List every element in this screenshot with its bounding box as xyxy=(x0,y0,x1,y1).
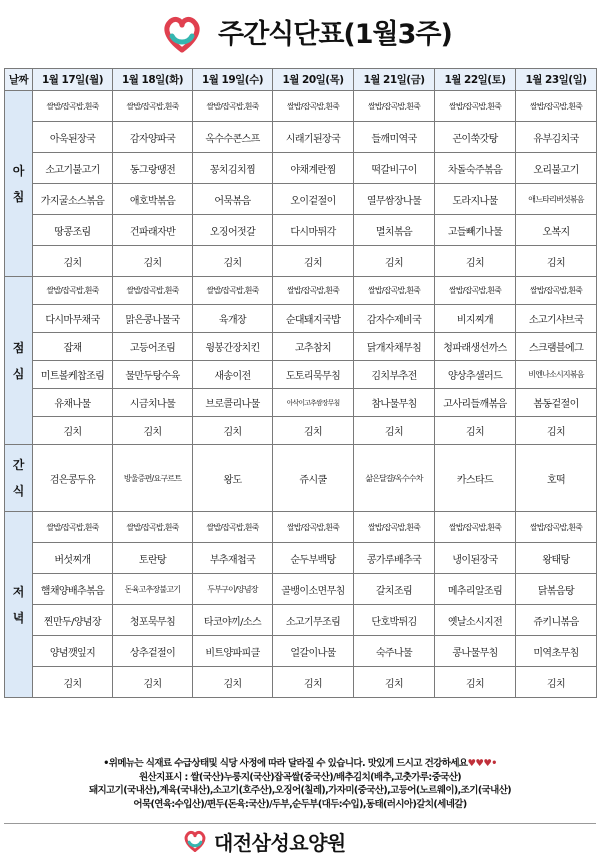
footer-divider xyxy=(4,823,596,824)
menu-item: 쌀밥/잡곡밥,흰죽 xyxy=(193,277,273,305)
menu-item: 김치 xyxy=(354,246,435,277)
menu-item: 햄채양배추볶음 xyxy=(33,574,113,605)
origin-line: 원산지표시 : 쌀(국산)누룽지(국산)잡곡쌀(중국산)/배추김치(배추,고춧가루:중국산) xyxy=(138,771,462,783)
breakfast-label xyxy=(5,91,33,277)
menu-item: 김치 xyxy=(273,417,354,445)
menu-item: 김치 xyxy=(435,667,516,698)
menu-item: 오징어젓갈 xyxy=(193,215,273,246)
menu-item: 고추참치 xyxy=(273,333,354,361)
menu-item: 동그랑땡전 xyxy=(113,153,193,184)
lunch-row xyxy=(5,277,597,305)
menu-item: 얼갈이나물 xyxy=(273,636,354,667)
menu-item: 들깨미역국 xyxy=(354,122,435,153)
menu-item: 곤이쑥갓탕 xyxy=(435,122,516,153)
menu-item: 아삭이고추쌈장무침 xyxy=(273,389,354,417)
menu-item: 땅콩조림 xyxy=(33,215,113,246)
menu-item: 김치 xyxy=(113,417,193,445)
menu-item: 쌀밥/잡곡밥,흰죽 xyxy=(193,91,273,122)
menu-item: 쥬시쿨 xyxy=(273,445,354,512)
menu-item: 시금치나물 xyxy=(113,389,193,417)
menu-item: 방울증편/요구르트 xyxy=(113,445,193,512)
breakfast-row xyxy=(5,91,597,122)
menu-item: 양상추샐러드 xyxy=(435,361,516,389)
menu-item: 닭개자채무침 xyxy=(354,333,435,361)
menu-item: 열무쌈장나물 xyxy=(354,184,435,215)
menu-item: 유채나물 xyxy=(33,389,113,417)
menu-item: 쌀밥/잡곡밥,흰죽 xyxy=(354,91,435,122)
breakfast-row xyxy=(5,122,597,153)
dinner-row xyxy=(5,605,597,636)
footer-logo-icon xyxy=(182,829,208,853)
notes-line xyxy=(0,757,600,771)
menu-item: 김치 xyxy=(113,246,193,277)
menu-item: 단호박튀김 xyxy=(354,605,435,636)
menu-item: 버섯찌개 xyxy=(33,543,113,574)
menu-item: 김치 xyxy=(516,246,597,277)
menu-item: 갈치조림 xyxy=(354,574,435,605)
meal-label-char: 심 xyxy=(12,366,25,381)
day-header: 1월 20일(목) xyxy=(273,69,354,91)
meal-label-char: 식 xyxy=(12,484,25,498)
dinner-row xyxy=(5,574,597,605)
menu-item: 김치 xyxy=(516,417,597,445)
day-header: 1월 21일(금) xyxy=(354,69,435,91)
lunch-row xyxy=(5,361,597,389)
menu-item: 김치부추전 xyxy=(354,361,435,389)
menu-item: 오복지 xyxy=(516,215,597,246)
dinner-row xyxy=(5,543,597,574)
menu-item: 김치 xyxy=(435,246,516,277)
menu-item: 떡갈비구이 xyxy=(354,153,435,184)
menu-item: 쥬키니볶음 xyxy=(516,605,597,636)
snack-row xyxy=(5,445,597,512)
menu-item: 브로콜리나물 xyxy=(193,389,273,417)
menu-item: 쌀밥/잡곡밥,흰죽 xyxy=(33,91,113,122)
meal-label-char: 녁 xyxy=(12,610,25,625)
dinner-label xyxy=(5,512,33,698)
menu-item: 꽁치김치찜 xyxy=(193,153,273,184)
menu-item: 콩가루배추국 xyxy=(354,543,435,574)
menu-item: 메추리알조림 xyxy=(435,574,516,605)
breakfast-row xyxy=(5,246,597,277)
menu-item: 부추재첩국 xyxy=(193,543,273,574)
menu-item: 양념깻잎지 xyxy=(33,636,113,667)
hospital-logo-icon xyxy=(160,14,204,54)
menu-item: 애호박볶음 xyxy=(113,184,193,215)
menu-item: 도라지나물 xyxy=(435,184,516,215)
origin-line: 돼지고기(국내산),계육(국내산),소고기(호주산),오징어(칠레),가자미(중국산),고등어(노르웨이),조기(국내산) xyxy=(88,785,512,796)
day-header: 1월 17일(월) xyxy=(33,69,113,91)
menu-item: 김치 xyxy=(193,667,273,698)
menu-item: 어묵볶음 xyxy=(193,184,273,215)
menu-item: 오이겉절이 xyxy=(273,184,354,215)
notice-text: •위메뉴는 식재료 수급상태및 식당 사정에 따라 달라질 수 있습니다. 맛있게 드시고 건강하세요 xyxy=(103,758,468,769)
menu-item: 김치 xyxy=(273,246,354,277)
menu-item: 쌀밥/잡곡밥,흰죽 xyxy=(113,512,193,543)
menu-item: 골뱅이소면무침 xyxy=(273,574,354,605)
menu-item: 옛날소시지전 xyxy=(435,605,516,636)
menu-item: 호떡 xyxy=(516,445,597,512)
menu-item: 미트볼케찹조림 xyxy=(33,361,113,389)
page-footer xyxy=(0,826,600,856)
meal-label-char: 저 xyxy=(12,584,25,599)
menu-item: 감자양파국 xyxy=(113,122,193,153)
menu-item: 쌀밥/잡곡밥,흰죽 xyxy=(354,512,435,543)
date-header-corner: 날짜 xyxy=(5,69,33,91)
menu-item: 오리불고기 xyxy=(516,153,597,184)
menu-item: 시래기된장국 xyxy=(273,122,354,153)
meal-label-char: 침 xyxy=(12,189,25,204)
menu-item: 김치 xyxy=(33,417,113,445)
menu-item: 쌀밥/잡곡밥,흰죽 xyxy=(516,277,597,305)
menu-item: 쌀밥/잡곡밥,흰죽 xyxy=(113,277,193,305)
menu-item: 멸치볶음 xyxy=(354,215,435,246)
menu-item: 맑은콩나물국 xyxy=(113,305,193,333)
menu-item: 순대돼지국밥 xyxy=(273,305,354,333)
menu-item: 김치 xyxy=(354,417,435,445)
menu-item: 쌀밥/잡곡밥,흰죽 xyxy=(354,277,435,305)
menu-item: 닭볶음탕 xyxy=(516,574,597,605)
hearts-text: ♥♥♥• xyxy=(467,758,497,769)
facility-name: 대전삼성요양원 xyxy=(214,831,346,855)
menu-item: 쌀밥/잡곡밥,흰죽 xyxy=(435,277,516,305)
dinner-row xyxy=(5,636,597,667)
breakfast-row xyxy=(5,215,597,246)
menu-item: 쌀밥/잡곡밥,흰죽 xyxy=(193,512,273,543)
snack-label xyxy=(5,445,33,512)
menu-item: 콩나물무침 xyxy=(435,636,516,667)
menu-item: 소고기불고기 xyxy=(33,153,113,184)
notes-section xyxy=(0,757,600,811)
menu-item: 쌀밥/잡곡밥,흰죽 xyxy=(113,91,193,122)
menu-item: 두부구이/양념장 xyxy=(193,574,273,605)
weekly-menu-table xyxy=(4,68,597,698)
menu-item: 쌀밥/잡곡밥,흰죽 xyxy=(273,91,354,122)
menu-item: 청포묵무침 xyxy=(113,605,193,636)
menu-item: 유부김치국 xyxy=(516,122,597,153)
menu-item: 돈육고추장불고기 xyxy=(113,574,193,605)
menu-item: 스크램블에그 xyxy=(516,333,597,361)
breakfast-row xyxy=(5,153,597,184)
page-header xyxy=(0,0,600,66)
menu-item: 타코야끼/소스 xyxy=(193,605,273,636)
menu-item: 청파래생선까스 xyxy=(435,333,516,361)
menu-item: 왕태탕 xyxy=(516,543,597,574)
menu-item: 김치 xyxy=(193,246,273,277)
menu-item: 쌀밥/잡곡밥,흰죽 xyxy=(33,277,113,305)
menu-item: 고사리들깨볶음 xyxy=(435,389,516,417)
lunch-row xyxy=(5,333,597,361)
meal-label-char: 점 xyxy=(12,340,25,355)
menu-item: 육개장 xyxy=(193,305,273,333)
menu-item: 쌀밥/잡곡밥,흰죽 xyxy=(435,91,516,122)
menu-item: 가지굴소스볶음 xyxy=(33,184,113,215)
menu-item: 찐만두/양념장 xyxy=(33,605,113,636)
dinner-row xyxy=(5,667,597,698)
menu-item: 검은콩두유 xyxy=(33,445,113,512)
menu-item: 봄동겉절이 xyxy=(516,389,597,417)
menu-item: 다시마튀각 xyxy=(273,215,354,246)
menu-item: 감자수제비국 xyxy=(354,305,435,333)
menu-item: 김치 xyxy=(516,667,597,698)
menu-item: 김치 xyxy=(113,667,193,698)
menu-item: 카스타드 xyxy=(435,445,516,512)
menu-item: 왕도 xyxy=(193,445,273,512)
menu-item: 비트양파피클 xyxy=(193,636,273,667)
menu-item: 삶은달걀/옥수수차 xyxy=(354,445,435,512)
menu-item: 잡채 xyxy=(33,333,113,361)
menu-item: 쌀밥/잡곡밥,흰죽 xyxy=(273,512,354,543)
menu-item: 고등어조림 xyxy=(113,333,193,361)
menu-item: 차돌숙주볶음 xyxy=(435,153,516,184)
dinner-row xyxy=(5,512,597,543)
menu-item: 아욱된장국 xyxy=(33,122,113,153)
menu-item: 윙봉간장치킨 xyxy=(193,333,273,361)
menu-item: 쌀밥/잡곡밥,흰죽 xyxy=(33,512,113,543)
menu-item: 소고기무조림 xyxy=(273,605,354,636)
menu-body xyxy=(5,91,597,698)
menu-item: 상추겉절이 xyxy=(113,636,193,667)
lunch-row xyxy=(5,389,597,417)
menu-item: 숙주나물 xyxy=(354,636,435,667)
menu-item: 도토리묵무침 xyxy=(273,361,354,389)
meal-label-char: 간 xyxy=(12,458,25,472)
menu-item: 애느타리버섯볶음 xyxy=(516,184,597,215)
menu-item: 건파래자반 xyxy=(113,215,193,246)
page-title: 주간식단표(1월3주) xyxy=(218,19,452,50)
menu-item: 냉이된장국 xyxy=(435,543,516,574)
menu-item: 소고기샤브국 xyxy=(516,305,597,333)
menu-item: 쌀밥/잡곡밥,흰죽 xyxy=(516,91,597,122)
menu-item: 미역초무침 xyxy=(516,636,597,667)
menu-item: 쌀밥/잡곡밥,흰죽 xyxy=(435,512,516,543)
menu-item: 순두부백탕 xyxy=(273,543,354,574)
breakfast-row xyxy=(5,184,597,215)
menu-item: 옥수수콘스프 xyxy=(193,122,273,153)
day-header: 1월 22일(토) xyxy=(435,69,516,91)
menu-item: 물만두탕수육 xyxy=(113,361,193,389)
menu-item: 참나물무침 xyxy=(354,389,435,417)
day-header: 1월 18일(화) xyxy=(113,69,193,91)
lunch-row xyxy=(5,417,597,445)
menu-item: 비지찌개 xyxy=(435,305,516,333)
menu-item: 김치 xyxy=(354,667,435,698)
menu-item: 쌀밥/잡곡밥,흰죽 xyxy=(273,277,354,305)
menu-item: 김치 xyxy=(273,667,354,698)
day-header: 1월 23일(일) xyxy=(516,69,597,91)
day-header: 1월 19일(수) xyxy=(193,69,273,91)
menu-item: 비엔나소시지볶음 xyxy=(516,361,597,389)
menu-item: 토란탕 xyxy=(113,543,193,574)
menu-item: 김치 xyxy=(33,246,113,277)
menu-item: 김치 xyxy=(193,417,273,445)
menu-item: 김치 xyxy=(33,667,113,698)
menu-item: 김치 xyxy=(435,417,516,445)
origin-line: 어묵(연육:수입산)/편두(돈육:국산)/두부,순두부(대두:수입),동태(러시아)갈치(세네갈) xyxy=(133,798,467,810)
menu-item: 고들빼기나물 xyxy=(435,215,516,246)
menu-item: 야채계란찜 xyxy=(273,153,354,184)
date-header-row xyxy=(5,69,597,91)
lunch-row xyxy=(5,305,597,333)
menu-item: 쌀밥/잡곡밥,흰죽 xyxy=(516,512,597,543)
menu-item: 다시마무채국 xyxy=(33,305,113,333)
menu-item: 새송이전 xyxy=(193,361,273,389)
lunch-label xyxy=(5,277,33,445)
meal-label-char: 아 xyxy=(12,163,25,178)
